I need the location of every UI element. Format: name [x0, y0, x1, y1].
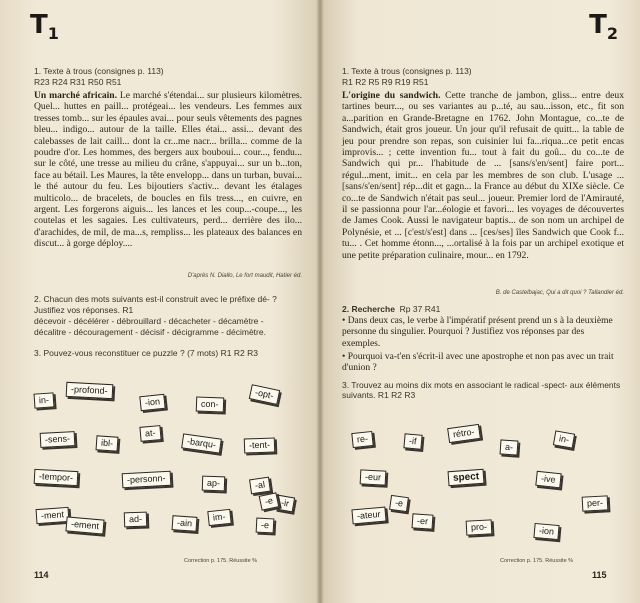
spect-piece: per- — [582, 495, 609, 511]
right-bullet-1: • Dans deux cas, le verbe à l'impératif présent prend un s à la deuxième personne du singulier. Pourquoi ? Justifiez vos réponses par des exemples. — [342, 316, 613, 349]
right-footer: Correction p. 175. Réussite % — [500, 558, 574, 564]
puzzle-piece: -sens- — [40, 431, 76, 448]
left-ex2-words-2: décalitre - découragement - décisif - décigramme - décimètre. — [34, 327, 266, 337]
spect-piece: -if — [403, 433, 422, 449]
right-text-body: Cette tranche de jambon, gliss... entre deux tartines beurr..., ou ses variantes au p...té, au sau...isson, etc., fit son a...parition en Grande-Bretagne en 1762. John Montague, co...te de Sandwich, était gros joueur. Un jour qu'il refusait de quitt... la table de jeu pour prendre son repas, son cuisinier lui fa...riqua...ce petit encas improvis... ; cette invention fu... tout à fait du goû... du co...te de Sandwich qui pr... l'habitude de ... [sans/s'en/sent] faire port... régul...ment, imit... en cela par les membres de son club. L'usage ... [sans/s'en/sent] rép...dit et gagn... la France au début du XIXe siècle. Ce co...te de Sandwich n'était pas seul... joueur. Premier lord de l'Amirauté, il se passionna pour l'ar...éologie et favori... les voyages de découvertes de James Cook. Aussi le navigateur baptis... de son nom un archipel de Polynésie, et ... [c'est/s'est] dans ... [ces/ses] îles Sandwich que Cook f... tu... . Cet homme étonn..., ...ortalisé à la fois par un archipel exotique et une petite préparation culinaire, mour... en 1792. — [342, 90, 624, 261]
left-ex2-words-1: décevoir - décélérer - débrouillard - décacheter - décamètre - — [34, 316, 264, 326]
right-ex1-title: 1. Texte à trous (consignes p. 113) — [342, 66, 472, 76]
left-text-passage — [34, 90, 302, 250]
spect-piece: rétro- — [447, 424, 480, 443]
left-footer: Correction p. 175. Réussite % — [184, 558, 258, 564]
spect-piece: a- — [499, 439, 518, 455]
puzzle-piece: in- — [34, 392, 55, 408]
right-page-number: 115 — [592, 570, 607, 580]
left-ex3-title: 3. Pouvez-vous reconstituer ce puzzle ? (7 mots) R1 R2 R3 — [34, 348, 258, 358]
spect-piece: -e — [389, 495, 409, 512]
puzzle-piece: ibl- — [96, 435, 119, 451]
left-ex2-title: 2. Chacun des mots suivants est-il construit avec le préfixe dé- ? Justifiez vos réponses. R1 — [34, 294, 277, 315]
right-ex3-title: 3. Trouvez au moins dix mots en associant le radical -spect- aux éléments suivants. R1 R2 R3 — [342, 380, 621, 400]
puzzle-piece: -ir — [275, 495, 295, 513]
left-text-title: Un marché africain. — [34, 90, 118, 101]
spect-piece: pro- — [466, 519, 493, 535]
puzzle-piece: -profond- — [66, 382, 113, 399]
puzzle-piece: -ment — [36, 507, 70, 524]
spect-piece: -ive — [535, 471, 561, 488]
puzzle-piece: con- — [196, 397, 224, 413]
puzzle-piece: at- — [139, 425, 161, 442]
book-gutter — [316, 0, 324, 603]
spect-piece: re- — [351, 431, 373, 448]
puzzle-piece: -personn- — [122, 471, 171, 489]
puzzle-piece: -tempor- — [34, 469, 79, 486]
left-page-number: 114 — [34, 570, 49, 580]
left-text-body: Le marché s'étendai... sur plusieurs kilomètres. Quel... huttes en paill... protégeai... les vendeurs. Les femmes aux tresses tomb... sur les épaules avai... pour seuls vêtements des pagnes bleu... indigo... autour de la taille. Elles étai... assi... devant des calebasses de lait caill... dont la cr...me nacr... brilla... comme de la poudre d'or. Les hommes, des bergers aux bouboui... cour..., fendu... sur le côté, une tresse au milieu du crâne, s'appuyai... sur un b...ton, face au bétail. Les Maures, la tête envelopp... dans un turban, buvai... le thé autour du feu. Les bijoutiers s'activ... devant les étalages multicolo... de bracelets, de boucles en fils tress..., en cuivre, en argent. Les forgerons aiguis... les lances et les coup...-coupe..., les coutelas et les sagaies. Les cultivateurs, perd... derrière des ilo... d'arachides, de mil, de ma...s, rempliss... les plateaux des balances en discut... à gorge déploy.... — [34, 90, 303, 250]
puzzle-piece: -e — [256, 518, 275, 534]
right-ex1-codes: R1 R2 R5 R9 R19 R51 — [342, 77, 429, 87]
spect-piece: -er — [412, 513, 434, 529]
right-ex2-title: 2. Recherche — [342, 304, 395, 314]
puzzle-piece: -ain — [172, 515, 198, 532]
page-115 — [320, 0, 640, 603]
left-source: D'après N. Diallo, Le fort maudit, Hatier éd. — [187, 273, 302, 279]
puzzle-piece: -tent- — [244, 437, 276, 453]
right-text-title: L'origine du sandwich. — [342, 90, 441, 101]
spect-root-piece: spect — [448, 469, 485, 486]
puzzle-piece: -ion — [139, 394, 165, 412]
right-source: B. de Castelbajac, Qui a dit quoi ? Tallandier éd. — [495, 290, 624, 296]
right-ex2-heading — [342, 304, 440, 314]
puzzle-piece: -opt- — [249, 384, 280, 405]
right-ex2-codes: Rp 37 R41 — [399, 304, 441, 314]
spect-piece: -ateur — [351, 507, 386, 525]
left-page-tag: $T_1$ — [30, 10, 59, 44]
right-bullet-2: • Pourquoi va-t'en s'écrit-il avec une apostrophe et non pas avec un trait d'union ? — [342, 352, 614, 374]
left-ex1-codes: R23 R24 R31 R50 R51 — [34, 77, 122, 87]
puzzle-piece: ap- — [202, 476, 226, 492]
left-ex1-title: 1. Texte à trous (consignes p. 113) — [34, 66, 164, 76]
right-text-passage — [342, 90, 624, 261]
puzzle-piece: im- — [207, 509, 231, 526]
spect-piece: -ion — [533, 523, 559, 540]
puzzle-piece: -al — [249, 477, 271, 495]
puzzle-piece: -e — [259, 492, 280, 510]
puzzle-piece: -ement — [65, 516, 104, 534]
right-page-tag: $T_2$ — [589, 10, 618, 44]
puzzle-piece: -barqu- — [181, 433, 222, 453]
spect-piece: in- — [553, 430, 575, 448]
puzzle-piece: ad- — [124, 512, 148, 528]
spect-piece: -eur — [360, 469, 387, 485]
